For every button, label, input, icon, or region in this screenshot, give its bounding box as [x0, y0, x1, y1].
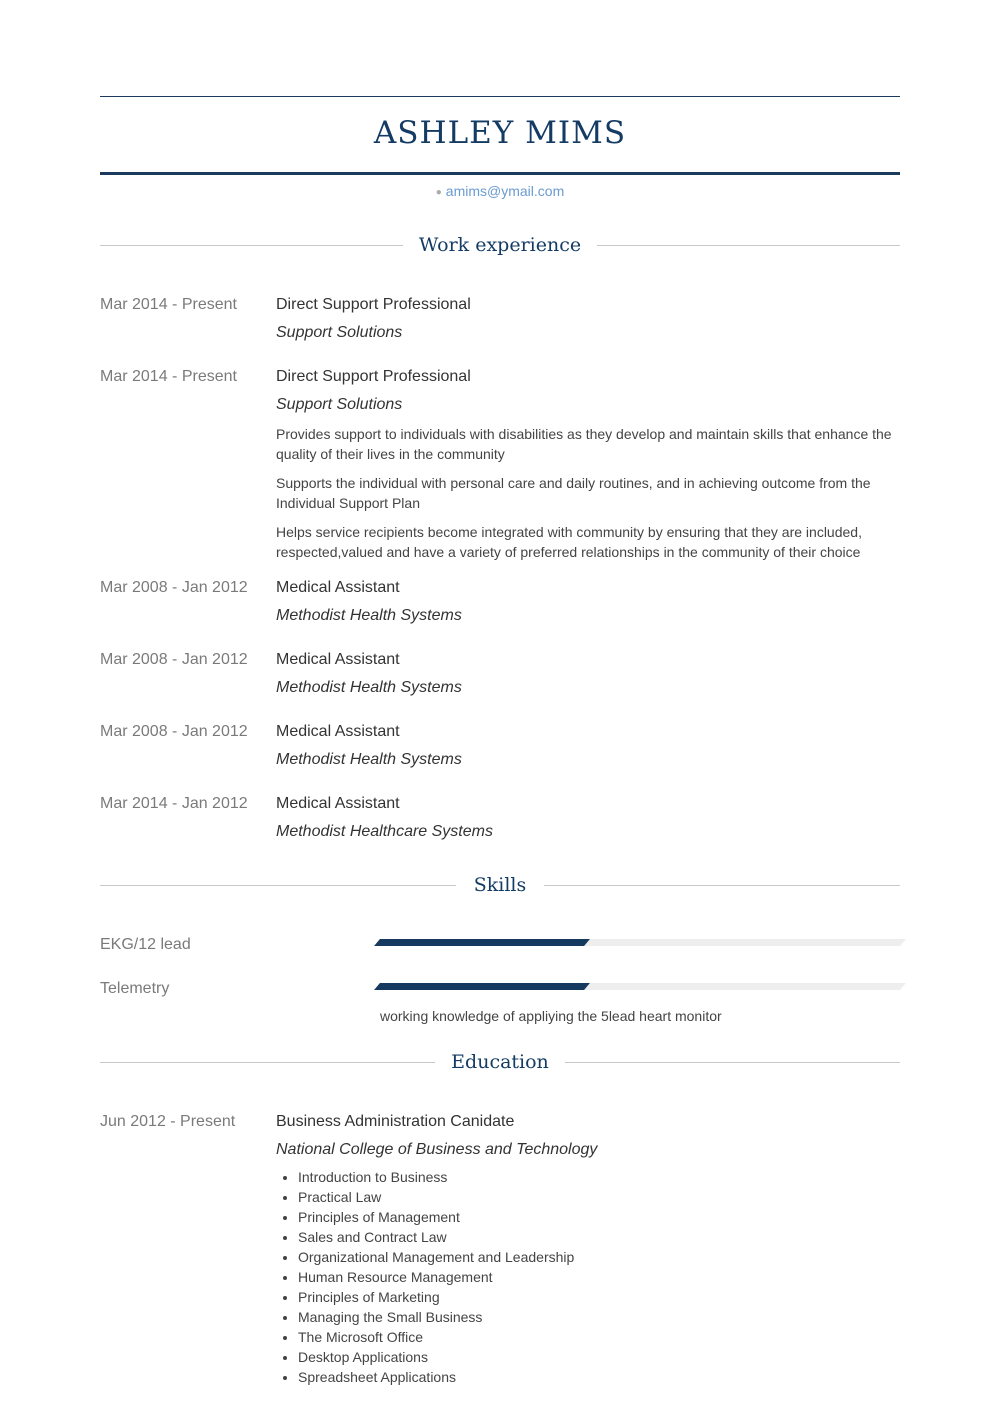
skill-label: EKG/12 lead — [100, 936, 191, 953]
contact-line — [100, 181, 900, 203]
course-item: • Desktop Applications — [298, 1347, 902, 1367]
course-item: • Sales and Contract Law — [298, 1227, 902, 1247]
course-item: • Human Resource Management — [298, 1267, 902, 1287]
education-school: National College of Business and Technology — [276, 1141, 598, 1158]
email-link[interactable]: amims@ymail.com — [445, 183, 565, 199]
candidate-name: ASHLEY MIMS — [373, 115, 627, 151]
work-date: Mar 2008 - Jan 2012 — [100, 579, 248, 596]
work-role: Medical Assistant — [276, 723, 400, 740]
work-body — [276, 576, 902, 628]
work-date: Mar 2008 - Jan 2012 — [100, 723, 248, 740]
section-header-education — [100, 1047, 900, 1077]
work-role: Direct Support Professional — [276, 296, 471, 313]
work-description: Provides support to individuals with disabilities as they develop and maintain skills that enhance the quality of their lives in the community — [276, 426, 892, 462]
work-body — [276, 792, 902, 844]
work-company: Methodist Health Systems — [276, 679, 462, 696]
work-role: Medical Assistant — [276, 795, 400, 812]
work-body — [276, 648, 902, 700]
skill-label: Telemetry — [100, 980, 170, 997]
section-header-skills — [100, 870, 900, 900]
work-date: Mar 2014 - Jan 2012 — [100, 795, 248, 812]
skill-bar-track — [374, 939, 906, 946]
work-company: Methodist Health Systems — [276, 607, 462, 624]
work-company: Methodist Health Systems — [276, 751, 462, 768]
work-body — [276, 720, 902, 772]
work-company: Support Solutions — [276, 396, 403, 413]
skill-bar-track — [374, 983, 906, 990]
work-description: Helps service recipients become integrated with community by ensuring that they are included, respected,valued and have a variety of preferred relationships in the community of their choice — [276, 524, 862, 560]
header-bottom-rule — [100, 172, 900, 175]
skill-bar-fill — [374, 939, 590, 946]
course-list — [276, 1167, 902, 1387]
work-company: Support Solutions — [276, 324, 403, 341]
course-item: • Principles of Management — [298, 1207, 902, 1227]
skill-note: working knowledge of appliying the 5lead heart monitor — [380, 1008, 722, 1024]
work-role: Medical Assistant — [276, 579, 400, 596]
header-top-rule — [100, 96, 900, 97]
section-title-skills: Skills — [473, 874, 527, 896]
skill-bar-fill — [374, 983, 590, 990]
course-item: • The Microsoft Office — [298, 1327, 902, 1347]
work-role: Direct Support Professional — [276, 368, 471, 385]
course-item: • Spreadsheet Applications — [298, 1367, 902, 1387]
course-item: • Managing the Small Business — [298, 1307, 902, 1327]
work-body — [276, 365, 902, 562]
work-company: Methodist Healthcare Systems — [276, 823, 493, 840]
course-item: • Introduction to Business — [298, 1167, 902, 1187]
course-item: • Practical Law — [298, 1187, 902, 1207]
education-body — [276, 1110, 902, 1387]
section-title-work: Work experience — [418, 234, 582, 256]
work-date: Mar 2014 - Present — [100, 296, 237, 313]
course-item: • Organizational Management and Leadership — [298, 1247, 902, 1267]
work-date: Mar 2008 - Jan 2012 — [100, 651, 248, 668]
education-degree: Business Administration Canidate — [276, 1113, 515, 1130]
section-title-education: Education — [451, 1051, 549, 1073]
education-date: Jun 2012 - Present — [100, 1113, 236, 1130]
bullet-icon: ● — [435, 187, 442, 198]
work-date: Mar 2014 - Present — [100, 368, 237, 385]
section-header-work — [100, 230, 900, 260]
course-item: • Principles of Marketing — [298, 1287, 902, 1307]
work-role: Medical Assistant — [276, 651, 400, 668]
work-body — [276, 293, 902, 345]
work-description: Supports the individual with personal care and daily routines, and in achieving outcome from the Individual Support Plan — [276, 475, 871, 511]
